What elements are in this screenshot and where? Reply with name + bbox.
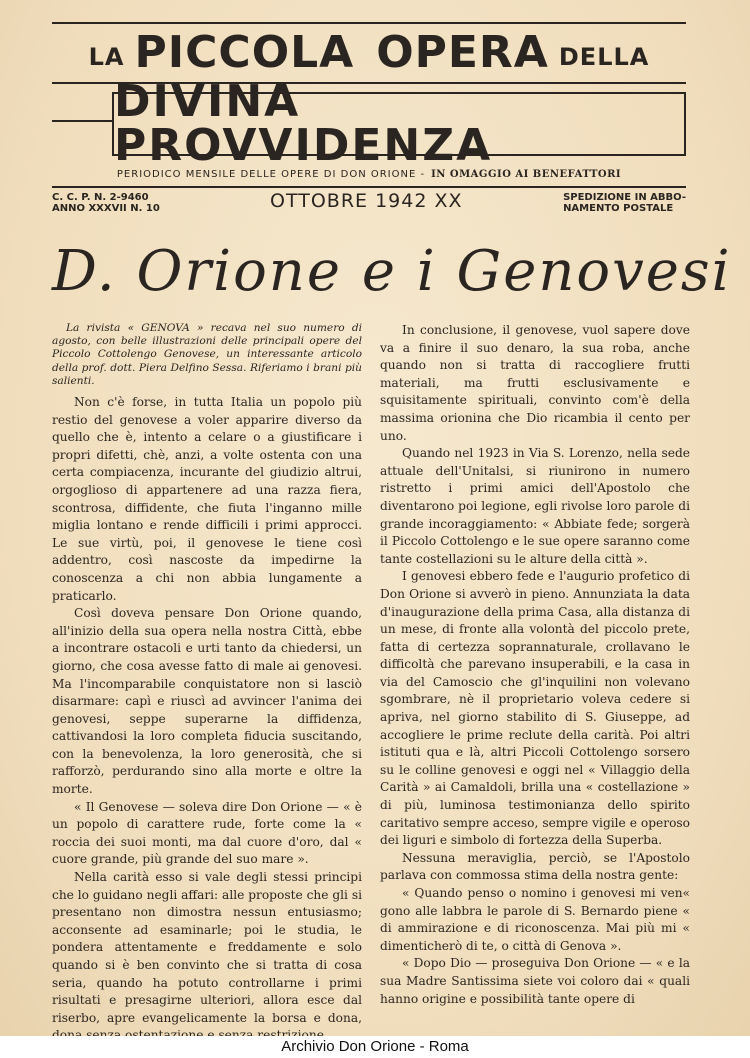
masthead-della: DELLA — [558, 43, 650, 71]
masthead-divider — [52, 120, 112, 122]
article-paragraph: Quando nel 1923 in Via S. Lorenzo, nella sede attuale dell'Unitalsi, si riunirono in numero ristretto i primi amici dell'Apostolo che diventarono poi legione, egli rivolse loro parole di grande incoraggiamento: « Abbiate fede; sorgerà il Piccolo Cottolengo e le sue opere saranno come tante costellazioni su le alture della città ». — [380, 446, 690, 566]
spedizione-line-2: NAMENTO POSTALE — [563, 203, 674, 214]
article-paragraph: Non c'è forse, in tutta Italia un popolo più restio del genovese a voler apparire diverso da quello che è, intento a celare o a giustificare i propri difetti, chè, anzi, a volte ostenta con una certa compiacenza, incurante del giudizio altrui, orgoglioso di appartenere ad una razza fiera, scontrosa, diffidente, che fiuta l'inganno mille miglia lontano e rende difficili i primi approcci. Le sue virtù, poi, il genovese le tiene così addentro, così nascoste da impedirne la conoscenza a chi non abbia lungamente a praticarlo. — [52, 395, 362, 603]
article-paragraph: Nessuna meraviglia, perciò, se l'Apostolo parlava con commossa stima della nostra gente: — [380, 850, 690, 883]
anno-number: ANNO XXXVII N. 10 — [52, 203, 160, 214]
issue-date: OTTOBRE 1942 XX — [270, 190, 463, 212]
masthead-opera: OPERA — [376, 27, 549, 78]
masthead-la: LA — [88, 43, 125, 71]
masthead-line-1 — [52, 22, 686, 84]
article-paragraph: « Il Genovese — soleva dire Don Orione — « è un popolo di carattere rude, forte come la « roccia dei suoi monti, ma dal cuore d'oro, dal « cuore grande, più grande del suo mare ». — [52, 799, 362, 867]
periodico-text: PERIODICO MENSILE DELLE OPERE DI DON ORIONE - — [116, 168, 426, 180]
article-headline: D. Orione e i Genovesi — [52, 239, 732, 304]
ccp-block — [52, 192, 160, 214]
article-paragraph: Così doveva pensare Don Orione quando, all'inizio della sua opera nella nostra Città, ebbe a incontrare ostacoli e urti tanto da chiedersi, un giorno, che cosa avesse fatto di male ai genovesi. Ma l'incomparabile conquistatore non si lasciò disarmare: capì e riuscì ad avvincer l'anima dei genovesi, seppe superarne la diffidenza, cattivandosi la loro completa fiducia suscitando, con la benevolenza, la loro generosità, che si rafforzò, perdurando sino alla morte e oltre la morte. — [52, 606, 362, 797]
archive-footer: Archivio Don Orione - Roma — [0, 1036, 750, 1058]
article-column-left — [52, 322, 362, 1045]
article-paragraph: « Quando penso o nomino i genovesi mi ven« gono alle labbra le parole di S. Bernardo piene « di ammirazione e di riconoscenza. Mai più mi « dimenticherò di te, o città di Genova ». — [380, 886, 690, 953]
article-paragraph: Nella carità esso si vale degli stessi principi che lo guidano negli affari: alle proposte che gli si presentano non dimostra nessun entusiasmo; acconsente ad esaminarle; poi le studia, le pondera attentamente e freddamente e solo quando si è ben convinto che si tratta di cosa seria, quando ha potuto controllarne i primi risultati e presagirne ulteriori, allora esce dal riserbo, apre evangelicamente la borsa e dona, — [52, 870, 362, 1025]
periodico-line — [52, 164, 686, 184]
article-intro: La rivista « GENOVA » recava nel suo numero di agosto, con belle illustrazioni delle principali opere del Piccolo Cottolengo Genovese, un interessante articolo della prof. dott. Piera Delfino Sessa. Riferiamo i brani più salienti. — [52, 322, 362, 387]
issue-info-bar — [52, 190, 686, 216]
masthead-piccola: PICCOLA — [134, 27, 355, 78]
masthead-divina-provvidenza: DIVINA PROVVIDENZA — [114, 76, 493, 171]
periodico-omaggio: IN OMAGGIO AI BENEFATTORI — [431, 168, 622, 180]
masthead-line-2 — [112, 76, 686, 171]
spedizione-line-1: SPEDIZIONE IN ABBO- — [563, 192, 686, 203]
ccp-number: C. C. P. N. 2-9460 — [52, 192, 149, 203]
article-column-right — [380, 322, 690, 1008]
article-paragraph: I genovesi ebbero fede e l'augurio profetico di Don Orione si avverò in pieno. Annunziata la data d'inaugurazione della prima Casa, alla distanza di un mese, di fronte alla volontà del piccolo prete, fatta di certezza soprannaturale, crollavano le difficoltà che parevano insuperabili, e la casa in via del Camoscio che gl'inquilini non volevano sgombrare, nè il proprietario voleva cedere si apriva, nel giorno stabilito di S. Giuseppe, ad accogliere le prime reclute della carità. Poi altri istituti qua e là, altri Piccoli Cottolengo sorsero su le colline genovesi e oggi nel « Villaggio della Carità » ai Camaldoli, brilla una « costellazione » di più, luminosa testimonianza dello spirito caritativo sempre acceso, sempre vigile e operoso dei liguri e simbolo di fortezza della Superba. — [380, 569, 690, 848]
article-paragraph: In conclusione, il genovese, vuol sapere dove va a finire il suo denaro, la sua roba, anche quando non si tratta di raccogliere frutti materiali, ma frutti esclusivamente e squisitamente spirituali, convinto com'è della massima orionina che Dio ricambia il cento per uno. — [380, 323, 690, 443]
header-rule — [52, 186, 686, 188]
article-paragraph: « Dopo Dio — proseguiva Don Orione — « e la sua Madre Santissima siete voi coloro dai « quali hanno origine e possibilità tante opere di — [380, 956, 690, 1006]
spedizione-block — [563, 192, 686, 214]
